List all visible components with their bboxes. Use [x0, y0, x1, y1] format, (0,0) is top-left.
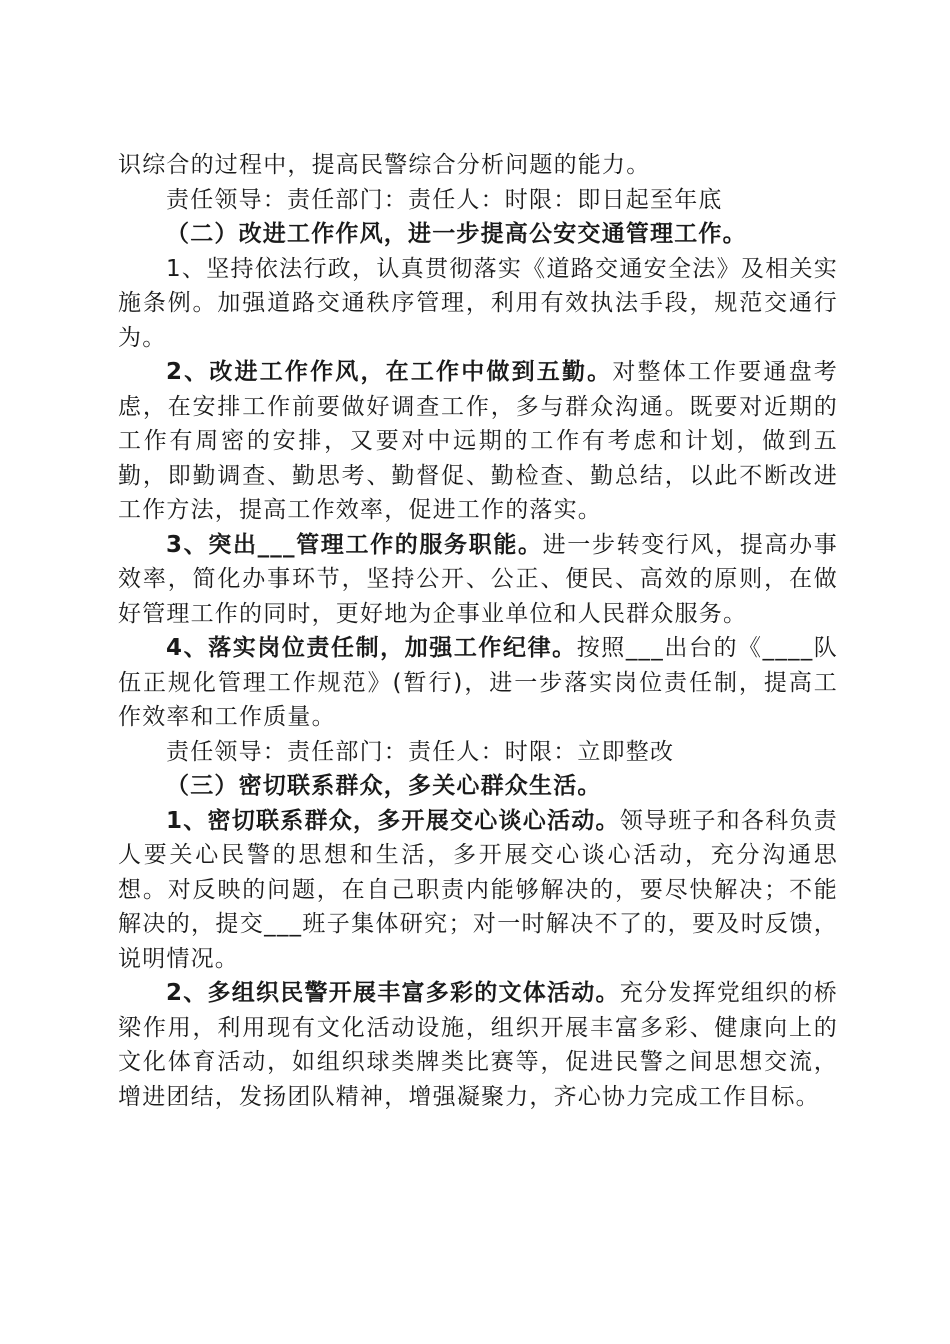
item-paragraph-2-1 [118, 252, 838, 356]
item-paragraph-3-2 [118, 976, 838, 1114]
item-paragraph-2-3 [118, 528, 838, 632]
item-paragraph-2-2 [118, 355, 838, 528]
item-lead: 2、改进工作作风，在工作中做到五勤。 [166, 359, 613, 385]
item-lead: 4、落实岗位责任制，加强工作纪律。 [166, 635, 577, 661]
item-body: 进一步转变行风，提高办事效率，简化办事环节，坚持公开、公正、便民、高效的原则，在做好管理工作的同时，更好地为企事业单位和人民群众服务。 [118, 531, 839, 627]
item-body: 领导班子和各科负责人要关心民警的思想和生活，多开展交心谈心活动，充分沟通思想。对反映的问题，在自己职责内能够解决的，要尽快解决；不能解决的，提交___班子集体研究；对一时解决不了的，要及时反馈，说明情况。 [118, 807, 838, 972]
responsibility-line: 责任领导：责任部门：责任人：时限：立即整改 [166, 738, 675, 765]
item-lead: 2、多组织民警开展丰富多彩的文体活动。 [166, 980, 620, 1006]
item-paragraph-2-4 [118, 631, 838, 735]
item-body: 对整体工作要通盘考虑，在安排工作前要做好调查工作，多与群众沟通。既要对近期的工作有周密的安排，又要对中远期的工作有考虑和计划，做到五勤，即勤调查、勤思考、勤督促、勤检查、勤总结，以此不断改进工作方法，提高工作效率，促进工作的落实。 [118, 359, 838, 523]
item-body: 按照___出台的《____队伍正规化管理工作规范》(暂行)，进一步落实岗位责任制，提高工作效率和工作质量。 [118, 635, 838, 730]
section-heading-3: （三）密切联系群众，多关心群众生活。 [166, 773, 602, 799]
responsibility-line: 责任领导：责任部门：责任人：时限：即日起至年底 [166, 186, 723, 213]
item-lead: 1、坚持依法行政，认真贯彻落实《道路交通安全法》及相关实施条例。加强道路交通秩序管理，利用有效执法手段，规范交通行为。 [118, 255, 838, 351]
section-heading-2: （二）改进工作作风，进一步提高公安交通管理工作。 [166, 221, 747, 247]
document-body [118, 148, 838, 1114]
item-paragraph-3-1 [118, 804, 838, 977]
item-lead: 3、突出___管理工作的服务职能。 [166, 531, 543, 558]
continuation-paragraph: 识综合的过程中，提高民警综合分析问题的能力。 [118, 152, 651, 178]
item-body: 充分发挥党组织的桥梁作用，利用现有文化活动设施，组织开展丰富多彩、健康向上的文化体育活动，如组织球类牌类比赛等，促进民警之间思想交流，增进团结，发扬团队精神，增强凝聚力，齐心协力完成工作目标。 [118, 980, 838, 1110]
item-lead: 1、密切联系群众，多开展交心谈心活动。 [166, 807, 620, 834]
